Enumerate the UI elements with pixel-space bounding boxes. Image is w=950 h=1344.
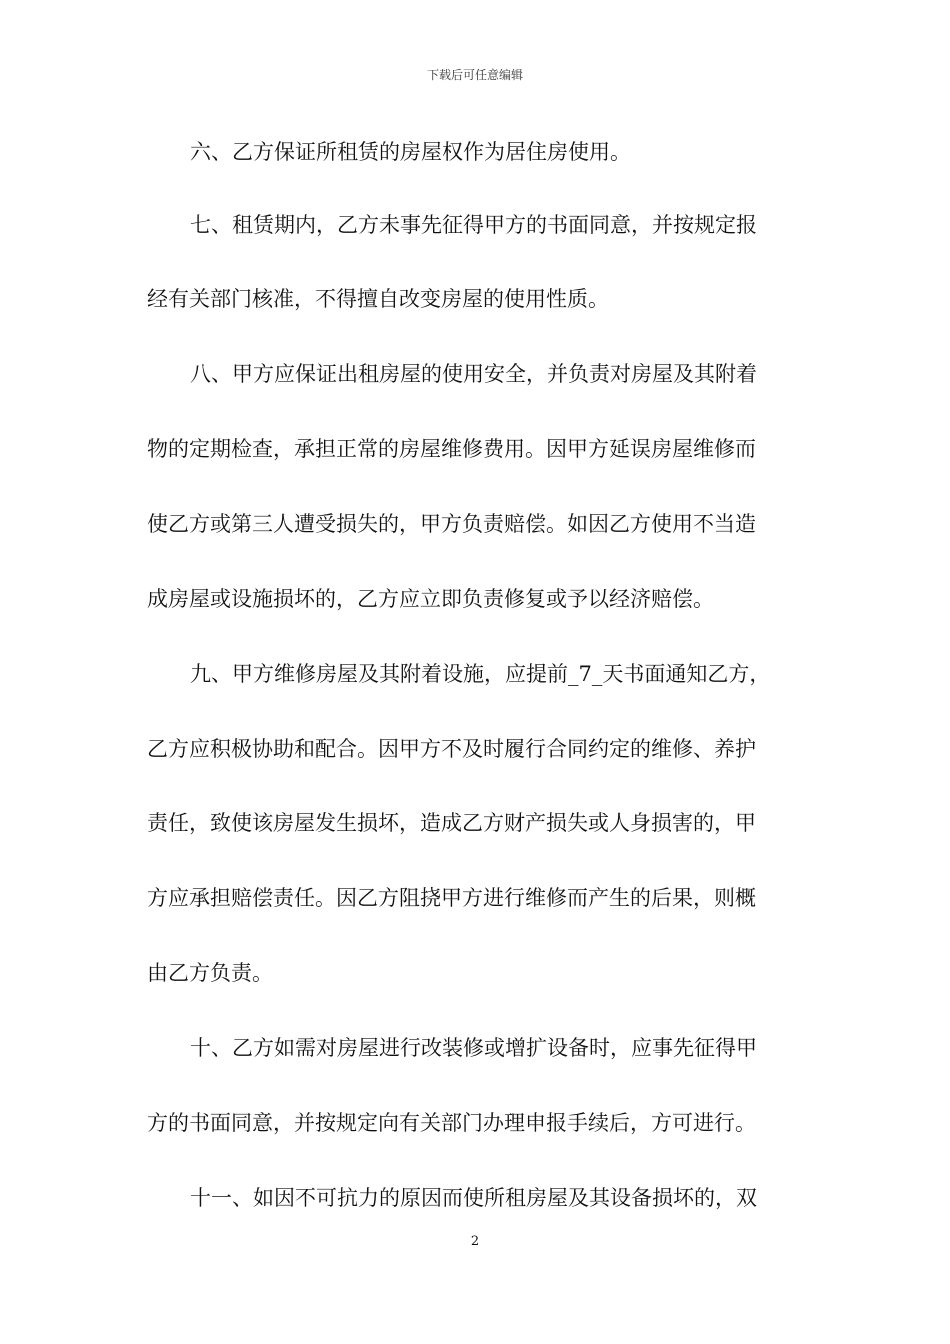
paragraph-11-line-1: 十一、如因不可抗力的原因而使所租房屋及其设备损坏的，双 [190,1186,757,1210]
paragraph-9-line-1: 九、甲方维修房屋及其附着设施，应提前_7_天书面通知乙方， [190,662,771,686]
page-header: 下载后可任意编辑 [426,68,523,82]
paragraph-9-line-5: 由乙方负责。 [147,961,273,985]
paragraph-8-line-1: 八、甲方应保证出租房屋的使用安全，并负责对房屋及其附着 [190,362,757,386]
paragraph-10-line-2: 方的书面同意，并按规定向有关部门办理申报手续后，方可进行。 [147,1111,756,1135]
paragraph-9-line-3: 责任，致使该房屋发生损坏，造成乙方财产损失或人身损害的，甲 [147,811,756,835]
paragraph-8-line-2: 物的定期检查，承担正常的房屋维修费用。因甲方延误房屋维修而 [147,437,756,461]
paragraph-6-line-1: 六、乙方保证所租赁的房屋权作为居住房使用。 [190,140,631,164]
paragraph-7-line-1: 七、租赁期内，乙方未事先征得甲方的书面同意，并按规定报 [190,213,757,237]
paragraph-8-line-4: 成房屋或设施损坏的，乙方应立即负责修复或予以经济赔偿。 [147,587,714,611]
paragraph-10-line-1: 十、乙方如需对房屋进行改装修或增扩设备时，应事先征得甲 [190,1036,757,1060]
paragraph-8-line-3: 使乙方或第三人遭受损失的，甲方负责赔偿。如因乙方使用不当造 [147,512,756,536]
paragraph-9-line-2: 乙方应积极协助和配合。因甲方不及时履行合同约定的维修、养护 [147,737,756,761]
paragraph-9-line-4: 方应承担赔偿责任。因乙方阻挠甲方进行维修而产生的后果，则概 [147,886,756,910]
paragraph-7-line-2: 经有关部门核准，不得擅自改变房屋的使用性质。 [147,287,609,311]
page-number: 2 [470,1234,480,1249]
